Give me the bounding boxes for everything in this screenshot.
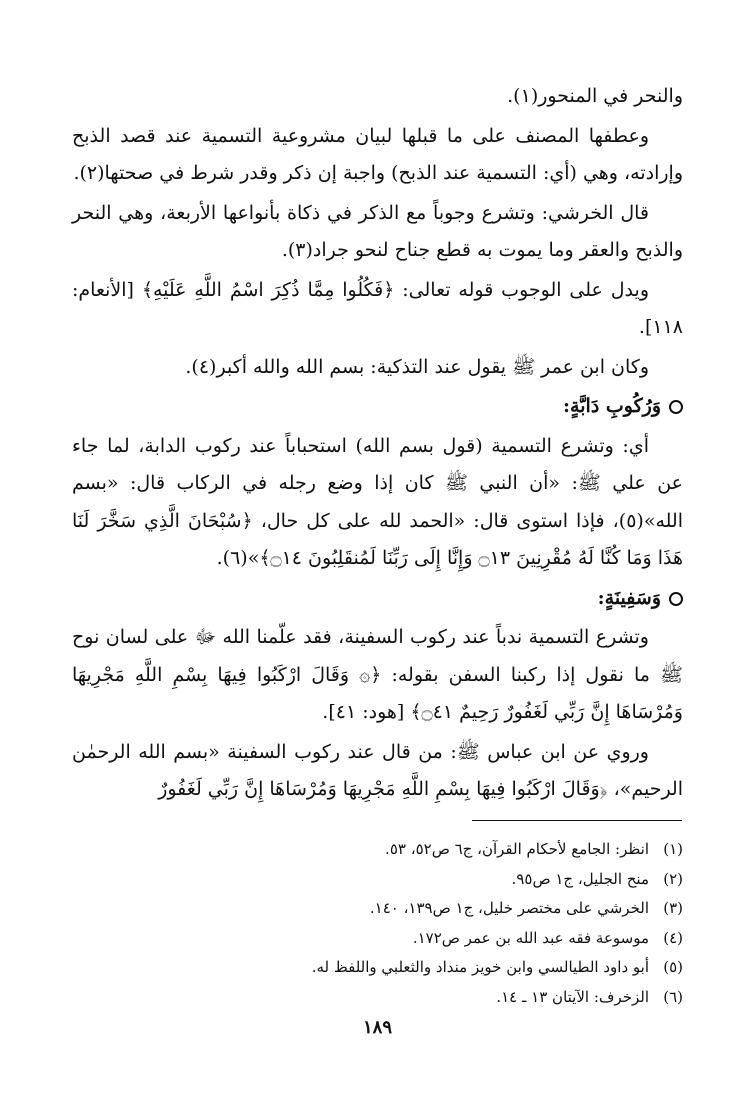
footnote-item — [72, 835, 683, 865]
footnote-text: الخرشي على مختصر خليل، ج١ ص١٣٩، ١٤٠. — [369, 899, 649, 917]
footnote-number: (٥) — [663, 958, 683, 976]
footnote-text: منح الجليل، ج١ ص٩٥. — [511, 869, 649, 888]
footnote-number: (٤) — [663, 928, 683, 947]
footnote-item — [72, 924, 683, 954]
circle-bullet-icon — [669, 592, 683, 606]
paragraph-1: والنحر في المنحور(١). — [507, 85, 683, 107]
footnote-text: انظر: الجامع لأحكام القرآن، ج٦ ص٥٢، ٥٣. — [385, 840, 649, 858]
footnote-item — [72, 865, 683, 895]
paragraph-7: وتشرع التسمية ندباً عند ركوب السفينة، فقد علّمنا الله ﷻ على لسان نوح ﷺ ما نقول إذا ركبنا السفن بقوله: ﴿۞ وَقَالَ ارْكَبُوا فِيهَا بِسْمِ اللَّهِ مَجْرِيهَا وَمُرْسَاهَا إِنَّ رَبِّي لَغَفُورٌ رَحِيمٌ ۝٤١﴾ [هود: ٤١]. — [72, 626, 683, 723]
footnote-text: أبو داود الطيالسي وابن خويز منداد والثعلبي واللفظ له. — [311, 958, 649, 976]
footnote-text: الزخرف: الآيتان ١٣ ـ ١٤. — [496, 987, 649, 1006]
paragraph-5: وكان ابن عمر ﷺ يقول عند التذكية: بسم الله والله أكبر(٤). — [185, 355, 649, 378]
paragraph-4: ويدل على الوجوب قوله تعالى: ﴿فَكُلُوا مِمَّا ذُكِرَ اسْمُ اللَّهِ عَلَيْهِ﴾ [الأنعام: ١١٨]. — [72, 278, 683, 338]
main-text — [72, 78, 683, 811]
paragraph-2: وعطفها المصنف على ما قبلها لبيان مشروعية التسمية عند قصد الذبح وإرادته، وهي (أي: التسمية عند الذبح) واجبة إن ذكر وقدر شرط في صحتها(٢). — [72, 124, 683, 184]
footnote-item — [72, 953, 683, 983]
paragraph-3: قال الخرشي: وتشرع وجوباً مع الذكر في ذكاة بأنواعها الأربعة، وهي النحر والذبح والعقر وما يموت به قطع جناح لنحو جراد(٣). — [72, 201, 683, 261]
section-heading-riding-animal — [72, 388, 683, 426]
section-heading-ship — [72, 580, 683, 618]
circle-bullet-icon — [669, 400, 683, 414]
heading-text: وَرُكُوبِ دَابَّةٍ: — [563, 395, 661, 417]
footnote-item — [72, 983, 683, 1013]
paragraph-6: أي: وتشرع التسمية (قول بسم الله) استحباباً عند ركوب الدابة، لما جاء عن علي ﷺ: «أن النبي ﷺ كان إذا وضع رجله في الركاب قال: «بسم الله»(٥)، فإذا استوى قال: «الحمد لله على كل حال، ﴿سُبْحَانَ الَّذِي سَخَّرَ لَنَا هَذَا وَمَا كُنَّا لَهُ مُقْرِنِينَ ۝١٣ وَإِنَّا إِلَى رَبِّنَا لَمُنقَلِبُونَ ۝١٤﴾»(٦). — [72, 434, 683, 569]
footnote-item — [72, 894, 683, 924]
heading-text: وَسَفِينَةٍ: — [597, 586, 661, 609]
footnote-number: (٣) — [663, 899, 683, 917]
footnote-divider — [472, 820, 682, 821]
footnote-number: (١) — [663, 840, 683, 858]
paragraph-8: وروي عن ابن عباس ﷺ: من قال عند ركوب السفينة «بسم الله الرحمٰن الرحيم»، ﴿وَقَالَ ارْكَبُوا فِيهَا بِسْمِ اللَّهِ مَجْرِيهَا وَمُرْسَاهَا إِنَّ رَبِّي لَغَفُورٌ — [72, 740, 683, 800]
footnotes — [72, 835, 683, 1012]
footnote-number: (٢) — [663, 869, 683, 888]
page-number: ١٨٩ — [362, 1017, 392, 1038]
footnote-number: (٦) — [663, 987, 683, 1006]
footnote-text: موسوعة فقه عبد الله بن عمر ص١٧٢. — [412, 928, 649, 947]
